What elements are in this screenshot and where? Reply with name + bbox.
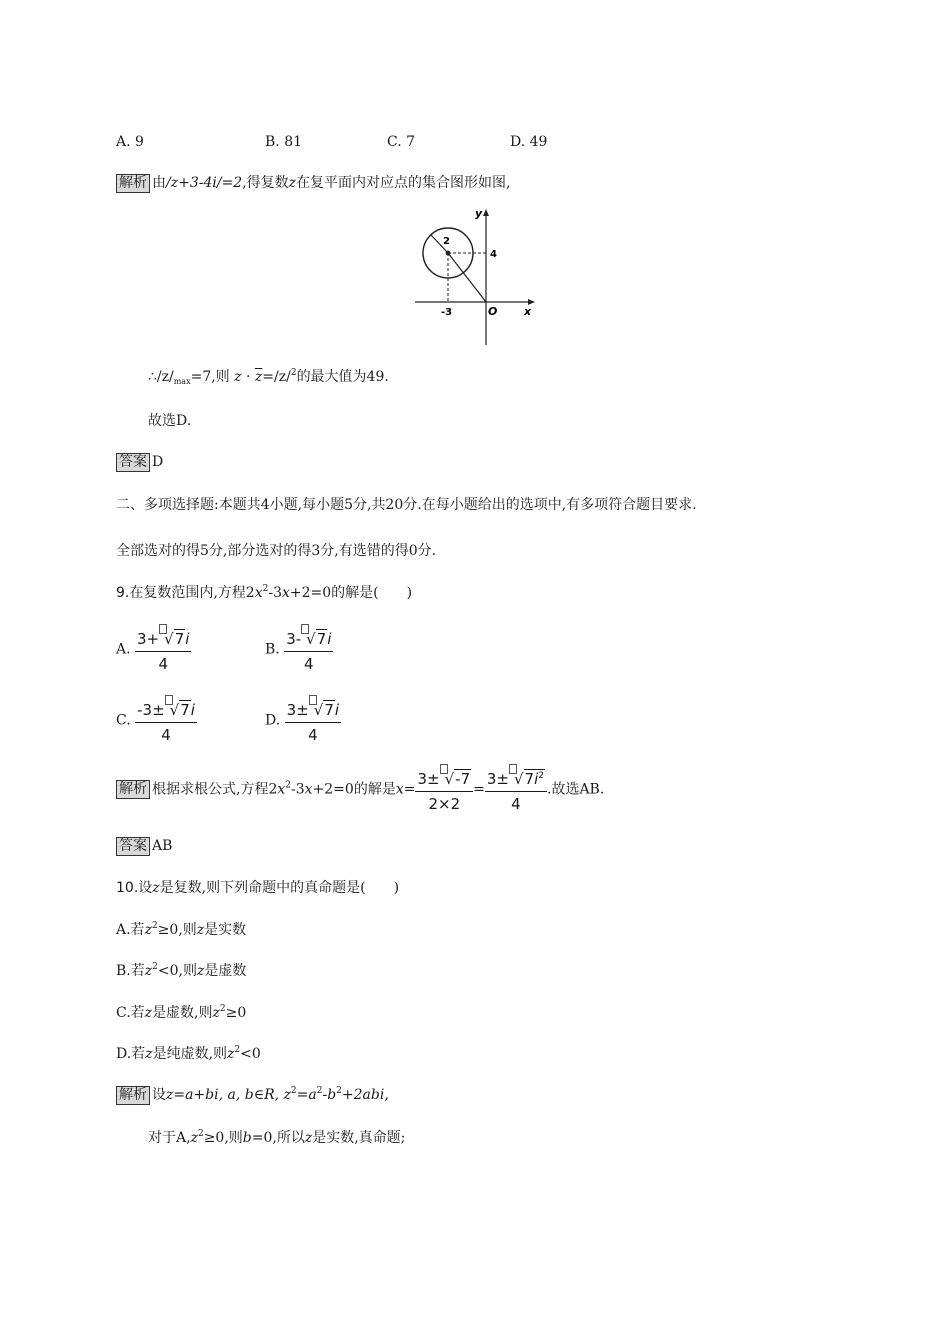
fraction [284, 624, 333, 675]
text: +2=0的解是 [312, 781, 396, 798]
text: 是实数 [204, 922, 247, 938]
var-x: x [304, 781, 313, 798]
fraction-2 [485, 764, 547, 815]
text: =0,所以 [251, 1130, 305, 1146]
formula: =a [296, 1087, 317, 1103]
var-x: x [395, 781, 404, 798]
formula: -b [322, 1087, 337, 1103]
radius-label: 2 [443, 236, 450, 247]
text: ,得复数 [242, 175, 289, 191]
radicand: 7 [180, 701, 190, 719]
text: 对于A, [148, 1130, 191, 1146]
radical-sign: √ [309, 701, 324, 719]
denominator: 2×2 [428, 795, 461, 813]
y-label: y [475, 207, 483, 220]
analysis-tag: 解析 [116, 174, 150, 193]
option-label: B. [265, 641, 280, 658]
q9-option-c [116, 695, 197, 746]
abs-expression: /z+3-4i/=2 [166, 175, 243, 191]
var-z: z [145, 1046, 153, 1062]
denominator: 4 [511, 795, 521, 813]
q8-analysis [116, 173, 511, 193]
q10-analysis [116, 1085, 389, 1105]
text: 设 [138, 880, 153, 896]
var-z: z [152, 880, 160, 896]
var-z: z [212, 1005, 220, 1021]
superscript: 2 [234, 1045, 241, 1055]
q8-conclusion [148, 367, 389, 387]
complex-plane-figure [405, 205, 545, 354]
analysis-tag: 解析 [116, 1086, 150, 1105]
superscript: 2 [316, 1086, 323, 1096]
num-text: 3± [417, 770, 440, 788]
var-x: x [277, 781, 286, 798]
var-x: x [254, 585, 263, 601]
denominator: 4 [158, 655, 168, 673]
text: 设 [152, 1087, 166, 1103]
option-label: D. [265, 712, 281, 729]
text: 由 [152, 175, 166, 191]
q10-option-b [116, 961, 246, 981]
text: A.若 [116, 922, 145, 938]
var-z: z [288, 175, 297, 191]
superscript: 2 [290, 368, 297, 378]
option-d: D. 49 [510, 134, 548, 150]
num-text: 3± [486, 770, 509, 788]
denominator: 4 [304, 655, 314, 673]
formula: +2abi, [341, 1087, 389, 1103]
var-b: b [242, 1130, 252, 1146]
imaginary-unit: i [334, 701, 340, 719]
origin-label: O [488, 305, 498, 318]
radicand: 7 [174, 630, 185, 648]
imaginary-unit: i [190, 701, 195, 719]
fraction [285, 695, 341, 746]
q8-answer [116, 452, 163, 472]
num-text: -3± [137, 701, 165, 719]
num-text: 3± [286, 701, 309, 719]
q10-option-a [116, 920, 246, 940]
text: <0 [240, 1046, 261, 1062]
formula: z=a+bi, a, b∈R, z [166, 1087, 291, 1103]
q8-choose: 故选D. [148, 413, 192, 429]
var-z: z [196, 963, 205, 979]
answer-tag: 答案 [116, 837, 150, 856]
var-x: x [282, 585, 290, 601]
x-tick-label: -3 [441, 307, 453, 318]
q10-stem [116, 878, 399, 898]
imaginary-unit: i [327, 630, 332, 648]
var-z: z [234, 369, 242, 385]
radicand: -7 [455, 770, 471, 788]
var-z: z [227, 1046, 235, 1062]
denominator: 4 [308, 726, 318, 744]
num-text: 3- [286, 630, 302, 648]
text: D.若 [116, 1046, 146, 1062]
q9-option-b [265, 624, 333, 675]
q9-stem [116, 583, 412, 603]
radicand: 7 [316, 630, 327, 648]
superscript: 2 [219, 1004, 226, 1014]
text: 的最大值为49. [296, 369, 389, 385]
radical-sign: √ [159, 630, 174, 648]
superscript: 2 [197, 1129, 204, 1139]
var-z: z [196, 922, 205, 938]
text: ≥0,则 [203, 1130, 243, 1146]
superscript: 2 [151, 921, 158, 931]
superscript: 2 [285, 780, 291, 791]
imaginary-unit: i [534, 770, 539, 788]
var-z-conjugate: $\overline{z}$ [254, 369, 263, 385]
text: 根据求根公式,方程2 [152, 781, 278, 798]
radical-sign: √ [509, 770, 524, 788]
subscript-max: max [173, 377, 191, 386]
var-z: z [144, 963, 153, 979]
q10-option-d [116, 1044, 261, 1064]
var-z: z [190, 1130, 198, 1146]
text: 是复数,则下列命题中的真命题是( ) [159, 880, 400, 896]
superscript: 2 [152, 962, 158, 972]
radical-sign: √ [301, 630, 316, 648]
x-label: x [524, 305, 532, 318]
text: <0,则 [157, 963, 197, 979]
num-text: 3+ [137, 630, 160, 648]
text: B.若 [116, 963, 145, 979]
text: ∴/z/ [148, 369, 174, 385]
answer-tag: 答案 [116, 453, 150, 472]
text: 是纯虚数,则 [152, 1046, 228, 1062]
q10-option-c [116, 1003, 246, 1023]
q9-analysis [116, 764, 604, 815]
fraction [135, 695, 197, 746]
var-z: z [304, 1130, 313, 1146]
fraction [135, 624, 191, 675]
option-a: A. 9 [116, 134, 144, 150]
text: 是实数,真命题; [312, 1130, 406, 1146]
radical-sign: √ [165, 701, 180, 719]
text: ≥0,则 [157, 922, 197, 938]
superscript: 2 [290, 1086, 297, 1096]
radicand: 7 [324, 701, 334, 719]
y-axis-arrow [483, 209, 489, 216]
section2-line2: 全部选对的得5分,部分选对的得3分,有选错的得0分. [116, 543, 437, 559]
q10-para-a [148, 1128, 405, 1148]
option-b: B. 81 [265, 134, 303, 150]
question-number: 10. [116, 880, 139, 896]
text: -3 [291, 781, 305, 798]
text: +2=0的解是( ) [289, 585, 413, 601]
option-c: C. 7 [387, 134, 416, 150]
answer-value: D [152, 454, 164, 470]
imaginary-unit: i [185, 630, 190, 648]
equals: = [403, 781, 416, 798]
text: =7,则 [190, 369, 230, 385]
fraction-1 [415, 764, 473, 815]
superscript: 2 [336, 1086, 342, 1096]
text: 是虚数,则 [152, 1005, 213, 1021]
equals: = [473, 781, 485, 798]
q9-answer [116, 836, 172, 856]
option-label: C. [116, 712, 131, 729]
option-label: A. [116, 641, 131, 658]
text: ≥0 [225, 1005, 247, 1021]
radicand: 7 [524, 770, 535, 788]
text: .故选AB. [547, 781, 605, 798]
text: 在复平面内对应点的集合图形如图, [296, 175, 511, 191]
text: -3 [268, 585, 282, 601]
y-tick-label: 4 [490, 249, 497, 260]
section2-line1: 二、多项选择题:本题共4小题,每小题5分,共20分.在每小题给出的选项中,有多项符合题目要求. [116, 497, 697, 513]
circle-diagram [405, 205, 545, 350]
text: =/z/ [262, 369, 291, 385]
text: 在复数范围内,方程2 [129, 585, 255, 601]
denominator: 4 [161, 726, 171, 744]
var-z: z [144, 1005, 153, 1021]
q9-option-d [265, 695, 341, 746]
text: 是虚数 [204, 963, 247, 979]
radical-sign: √ [440, 770, 455, 788]
var-z: z [144, 922, 152, 938]
question-number: 9. [116, 585, 130, 601]
text: C.若 [116, 1005, 145, 1021]
superscript: 2 [262, 584, 269, 594]
analysis-tag: 解析 [116, 780, 150, 799]
superscript: 2 [538, 771, 544, 781]
q9-option-a [116, 624, 191, 675]
dot-operator: · [245, 369, 251, 385]
answer-value: AB [152, 838, 173, 854]
